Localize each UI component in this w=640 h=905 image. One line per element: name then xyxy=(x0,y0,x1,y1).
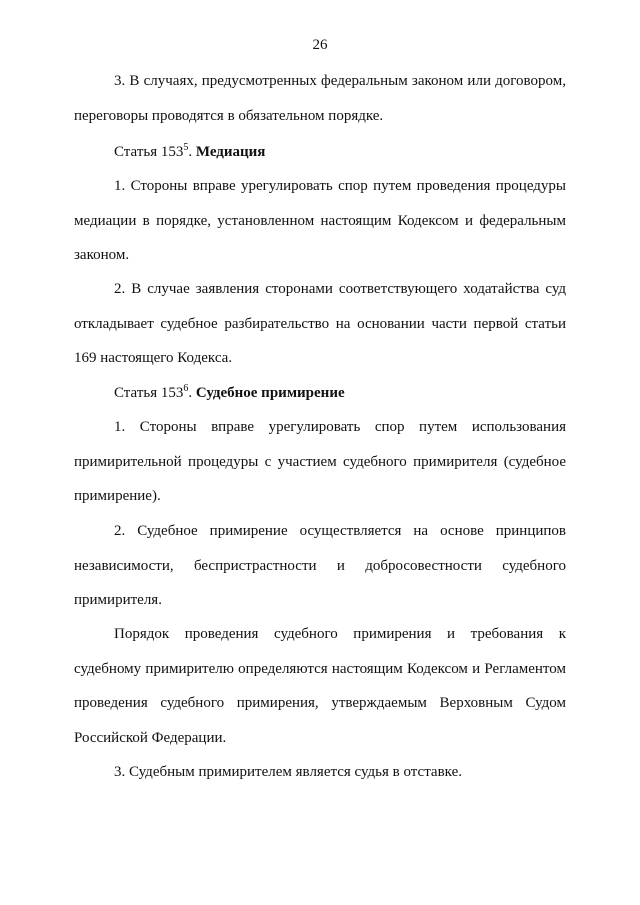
paragraph-5 xyxy=(74,514,566,618)
article-heading-sup: 6 xyxy=(183,383,189,394)
page-number: 26 xyxy=(312,37,328,53)
paragraph-1-text: 3. В случаях, предусмотренных федеральным законом или договором, переговоры проводятся в обязательном порядке. xyxy=(74,73,566,124)
article-heading-prefix: Статья 153 xyxy=(114,385,184,401)
paragraph-6-text: Порядок проведения судебного примирения и требования к судебному примирителю определяются настоящим Кодексом и Регламентом проведения судебного примирения, утверждаемым Верховным Судом Российской Федерации. xyxy=(74,626,566,746)
paragraph-6 xyxy=(74,617,566,755)
paragraph-1 xyxy=(74,64,566,133)
paragraph-4-text: 1. Стороны вправе урегулировать спор путем использования примирительной процедуры с участием судебного примирителя (судебное примирение). xyxy=(74,419,566,504)
paragraph-5-text: 2. Судебное примирение осуществляется на основе принципов независимости, беспристрастности и добросовестности судебного примирителя. xyxy=(74,523,566,608)
article-heading-dot: . xyxy=(188,144,196,160)
article-heading-sup: 5 xyxy=(183,142,189,153)
paragraph-2 xyxy=(74,169,566,273)
article-heading-dot: . xyxy=(188,385,196,401)
paragraph-3 xyxy=(74,272,566,376)
paragraph-7 xyxy=(74,755,566,790)
paragraph-4 xyxy=(74,410,566,514)
paragraph-7-text: 3. Судебным примирителем является судья в отставке. xyxy=(114,764,462,780)
article-heading-153-6 xyxy=(114,383,345,403)
article-heading-prefix: Статья 153 xyxy=(114,144,184,160)
article-heading-153-5 xyxy=(114,142,265,162)
paragraph-3-text: 2. В случае заявления сторонами соответствующего ходатайства суд откладывает судебное разбирательство на основании части первой статьи 169 настоящего Кодекса. xyxy=(74,281,566,366)
article-heading-title: Судебное примирение xyxy=(195,385,345,401)
paragraph-2-text: 1. Стороны вправе урегулировать спор путем проведения процедуры медиации в порядке, установленном настоящим Кодексом и федеральным законом. xyxy=(74,178,566,263)
article-heading-title: Медиация xyxy=(195,144,266,160)
